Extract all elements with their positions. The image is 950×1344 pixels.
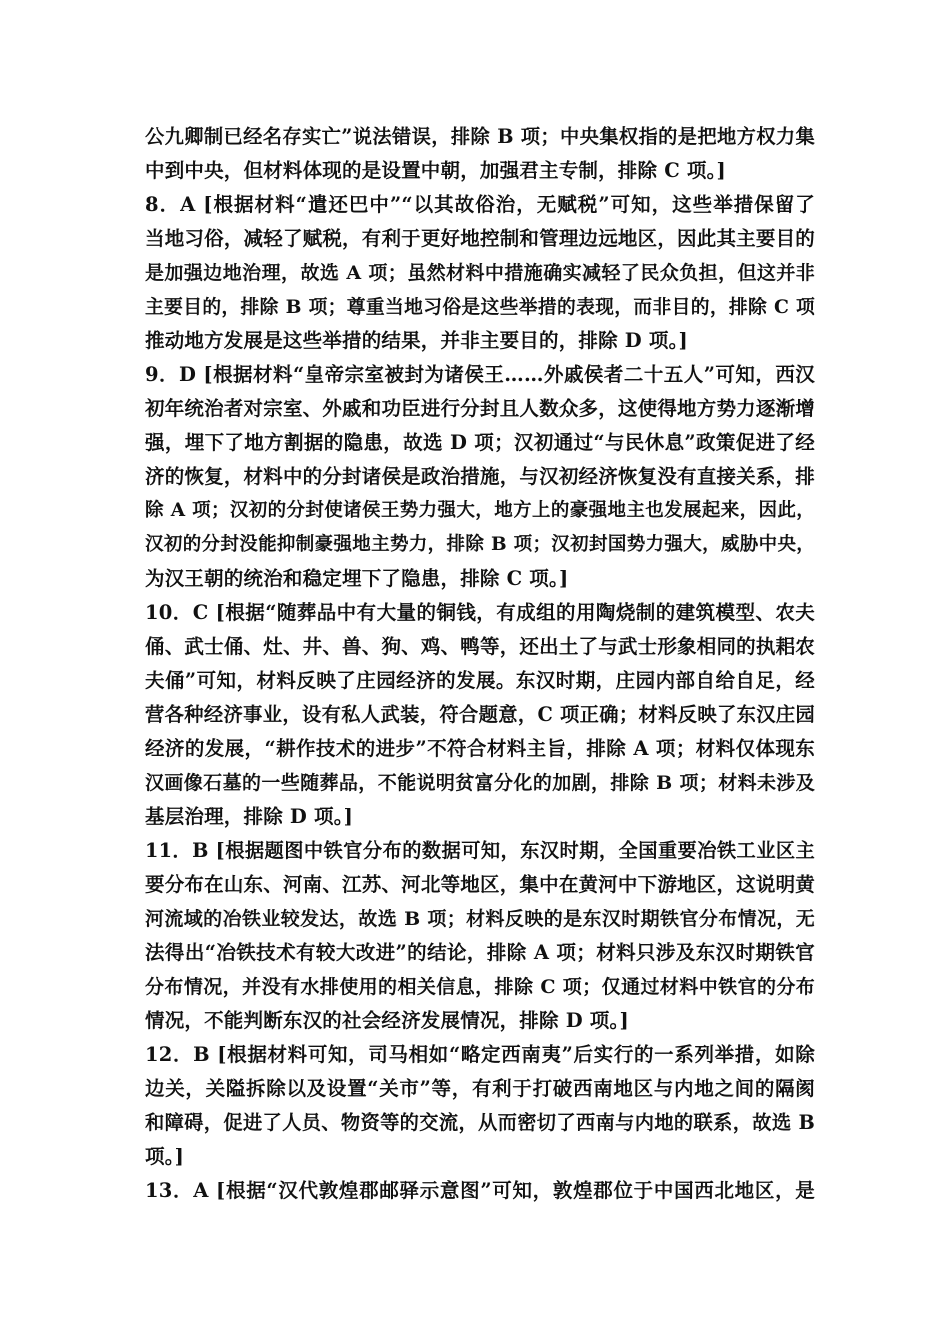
text-line: 中到中央，但材料体现的是设置中朝，加强君主专制，排除 C 项。] [145,159,726,182]
text-line: 推动地方发展是这些举措的结果，并非主要目的，排除 D 项。] [145,329,688,352]
answer-12-heading-line: 12．B [根据材料可知，司马相如“略定西南夷”后实行的一系列举措，如除 [145,1043,815,1066]
text-line: 经济的发展，“耕作技术的进步”不符合材料主旨，排除 A 项；材料仅体现东 [145,737,815,760]
text-line: 公九卿制已经名存实亡”说法错误，排除 B 项；中央集权指的是把地方权力集 [145,125,815,148]
answer-9-heading-line: 9．D [根据材料“皇帝宗室被封为诸侯王……外戚侯者二十五人”可知，西汉 [145,363,815,386]
text-line: 除 A 项；汉初的分封使诸侯王势力强大，地方上的豪强地主也发展起来，因此， [145,500,815,521]
text-line: 基层治理，排除 D 项。] [145,805,354,828]
text-line: 俑、武士俑、灶、井、兽、狗、鸡、鸭等，还出土了与武士形象相同的执耜农 [145,635,815,658]
text-line: 河流域的冶铁业较发达，故选 B 项；材料反映的是东汉时期铁官分布情况，无 [145,908,815,930]
text-line: 要分布在山东、河南、江苏、河北等地区，集中在黄河中下游地区，这说明黄 [145,873,815,896]
text-line: 当地习俗，减轻了赋税，有利于更好地控制和管理边远地区，因此其主要目的 [145,227,815,250]
text-line: 法得出“冶铁技术有较大改进”的结论，排除 A 项；材料只涉及东汉时期铁官 [145,941,815,964]
text-line: 汉初的分封没能抑制豪强地主势力，排除 B 项；汉初封国势力强大，威胁中央， [145,534,815,555]
text-line: 是加强边地治理，故选 A 项；虽然材料中措施确实减轻了民众负担，但这并非 [145,262,815,284]
text-line: 夫俑”可知，材料反映了庄园经济的发展。东汉时期，庄园内部自给自足，经 [145,669,815,692]
answer-13-heading-line: 13．A [根据“汉代敦煌郡邮驿示意图”可知，敦煌郡位于中国西北地区，是 [145,1179,815,1202]
answer-10-heading-line: 10．C [根据“随葬品中有大量的铜钱，有成组的用陶烧制的建筑模型、农夫 [145,601,815,624]
text-line: 济的恢复，材料中的分封诸侯是政治措施，与汉初经济恢复没有直接关系，排 [145,465,815,488]
text-line: 主要目的，排除 B 项；尊重当地习俗是这些举措的表现，而非目的，排除 C 项 [145,296,815,318]
answer-8-heading-line: 8．A [根据材料“遣还巴中”“以其故俗治，无赋税”可知，这些举措保留了 [145,193,815,216]
text-line: 为汉王朝的统治和稳定埋下了隐患，排除 C 项。] [145,567,569,590]
text-line: 汉画像石墓的一些随葬品，不能说明贫富分化的加剧，排除 B 项；材料未涉及 [145,772,815,794]
answer-11-heading-line: 11．B [根据题图中铁官分布的数据可知，东汉时期，全国重要冶铁工业区主 [145,839,815,862]
text-line: 分布情况，并没有水排使用的相关信息，排除 C 项；仅通过材料中铁官的分布 [145,976,815,998]
text-line: 项。] [145,1145,185,1168]
text-line: 强，埋下了地方割据的隐患，故选 D 项；汉初通过“与民休息”政策促进了经 [145,431,815,454]
text-line: 初年统治者对宗室、外戚和功臣进行分封且人数众多，这使得地方势力逐渐增 [145,397,815,420]
text-line: 和障碍，促进了人员、物资等的交流，从而密切了西南与内地的联系，故选 B [145,1111,815,1134]
text-line: 情况，不能判断东汉的社会经济发展情况，排除 D 项。] [145,1009,629,1032]
text-line: 营各种经济事业，设有私人武装，符合题意，C 项正确；材料反映了东汉庄园 [145,703,815,726]
text-line: 边关，关隘拆除以及设置“关市”等，有利于打破西南地区与内地之间的隔阂 [145,1077,815,1100]
answer-explanations-text [145,120,815,1208]
